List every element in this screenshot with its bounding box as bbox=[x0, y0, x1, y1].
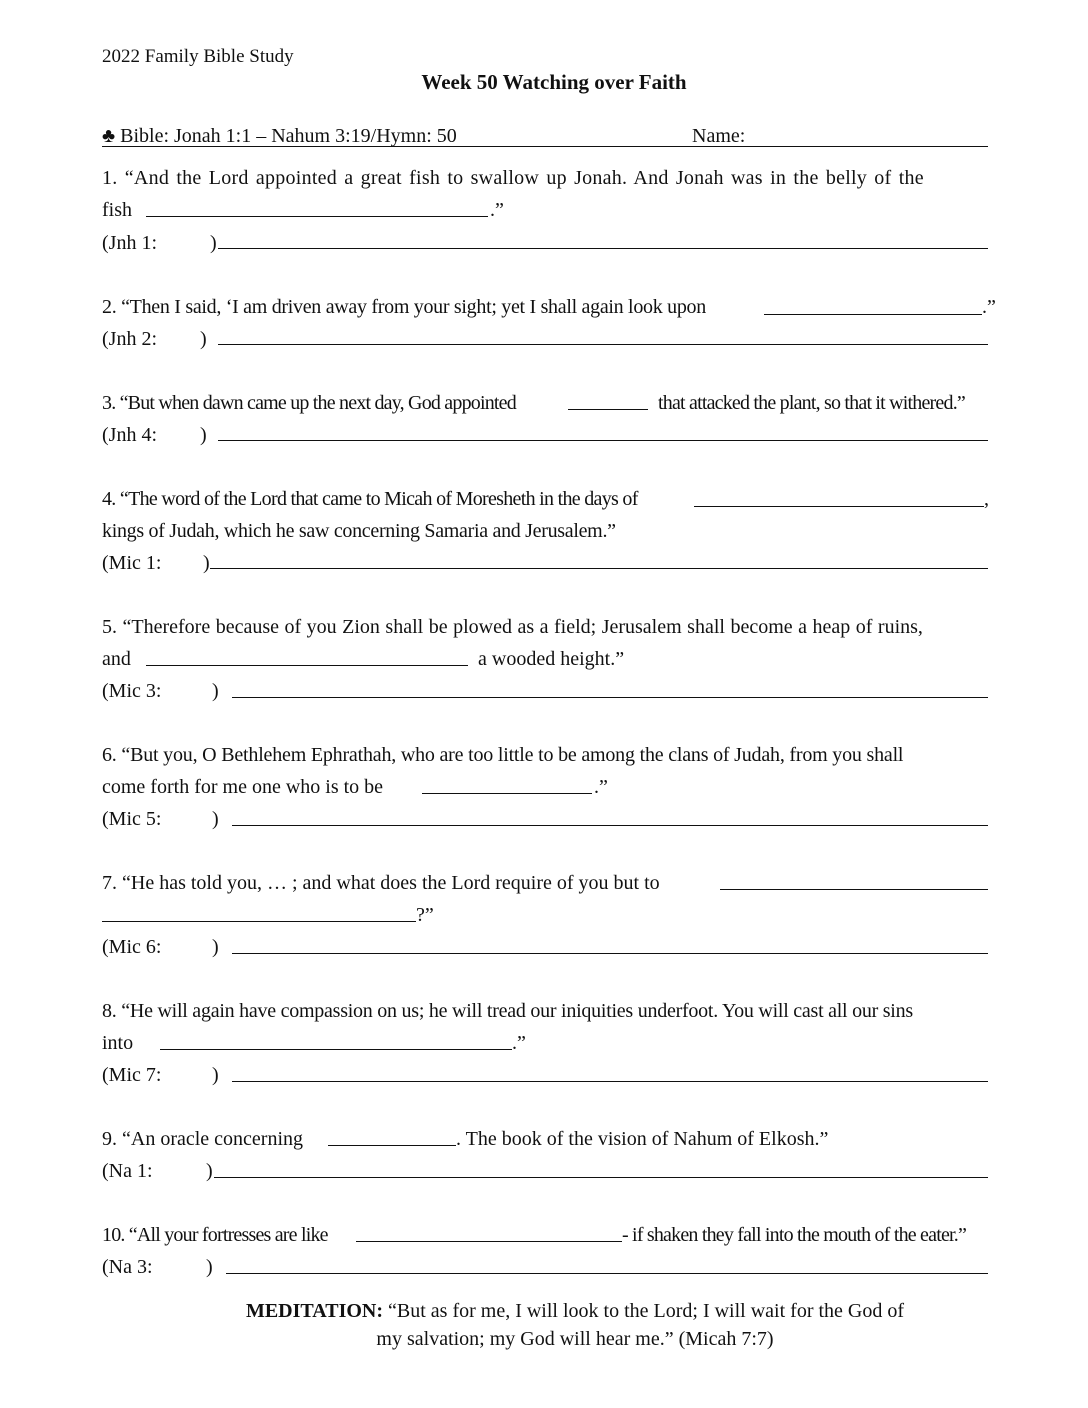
question-5-text-end: a wooded height.” bbox=[478, 648, 625, 670]
question-6-close-quote: .” bbox=[594, 776, 608, 798]
question-7-blank-a[interactable] bbox=[720, 889, 988, 890]
question-1-answer-line[interactable] bbox=[218, 248, 988, 249]
question-6-text-cont: come forth for me one who is to be bbox=[102, 776, 384, 798]
question-6-ref-close: ) bbox=[212, 808, 219, 830]
question-9-answer-line[interactable] bbox=[214, 1177, 988, 1178]
question-6-text: 6. “But you, O Bethlehem Ephrathah, who are too little to be among the clans of Judah, from you shall bbox=[102, 744, 904, 766]
question-7-ref: (Mic 6: bbox=[102, 936, 162, 958]
question-6-blank[interactable] bbox=[422, 793, 592, 794]
question-5-ref-close: ) bbox=[212, 680, 219, 702]
question-1-ref-close: ) bbox=[210, 232, 217, 254]
question-8-text: 8. “He will again have compassion on us; he will tread our iniquities underfoot. You will cast all our sins bbox=[102, 1000, 913, 1022]
question-8-answer-line[interactable] bbox=[232, 1081, 988, 1082]
meditation-text-line1: “But as for me, I will look to the Lord; I will wait for the God of bbox=[383, 1300, 905, 1322]
question-7-answer-line[interactable] bbox=[232, 953, 988, 954]
question-2-answer-line[interactable] bbox=[218, 344, 988, 345]
question-10-blank[interactable] bbox=[356, 1241, 622, 1242]
question-9-ref: (Na 1: bbox=[102, 1160, 153, 1182]
question-8-close-quote: .” bbox=[512, 1032, 526, 1054]
question-3-text-cont: that attacked the plant, so that it withered.” bbox=[658, 392, 965, 414]
question-9-text: 9. “An oracle concerning bbox=[102, 1128, 304, 1150]
question-6-ref: (Mic 5: bbox=[102, 808, 162, 830]
course-title: 2022 Family Bible Study bbox=[102, 46, 294, 67]
question-2-text: 2. “Then I said, ‘I am driven away from your sight; yet I shall again look upon bbox=[102, 296, 706, 318]
question-5-answer-line[interactable] bbox=[232, 697, 988, 698]
name-field[interactable] bbox=[752, 146, 988, 147]
question-1-text: 1. “And the Lord appointed a great fish to swallow up Jonah. And Jonah was in the belly of the bbox=[102, 167, 924, 189]
question-5-ref: (Mic 3: bbox=[102, 680, 162, 702]
question-10-ref-close: ) bbox=[206, 1256, 213, 1278]
question-4-answer-line[interactable] bbox=[210, 568, 988, 569]
question-9-ref-close: ) bbox=[206, 1160, 213, 1182]
question-5-text-cont: and bbox=[102, 648, 131, 670]
question-7-close-quote: ?” bbox=[416, 904, 434, 926]
question-3-ref-close: ) bbox=[200, 424, 207, 446]
question-1-text-cont: fish bbox=[102, 199, 132, 221]
question-4-ref-close: ) bbox=[203, 552, 210, 574]
question-10-answer-line[interactable] bbox=[226, 1273, 988, 1274]
meditation-text-line2: my salvation; my God will hear me.” (Micah 7:7) bbox=[376, 1328, 774, 1350]
question-5-blank[interactable] bbox=[146, 665, 468, 666]
question-4-ref: (Mic 1: bbox=[102, 552, 162, 574]
name-label: Name: bbox=[692, 125, 746, 147]
question-10-text: 10. “All your fortresses are like bbox=[102, 1224, 328, 1246]
question-8-text-cont: into bbox=[102, 1032, 134, 1054]
question-8-ref: (Mic 7: bbox=[102, 1064, 162, 1086]
meditation-label: MEDITATION: bbox=[245, 1300, 384, 1322]
question-7-ref-close: ) bbox=[212, 936, 219, 958]
page-title: Week 50 Watching over Faith bbox=[421, 70, 687, 94]
question-3-text: 3. “But when dawn came up the next day, God appointed bbox=[102, 392, 516, 414]
question-10-text-cont: - if shaken they fall into the mouth of the eater.” bbox=[622, 1224, 967, 1246]
question-4-text: 4. “The word of the Lord that came to Micah of Moresheth in the days of bbox=[102, 488, 638, 510]
reading-assignment: ♣ Bible: Jonah 1:1 – Nahum 3:19/Hymn: 50 bbox=[102, 125, 457, 147]
question-6-answer-line[interactable] bbox=[232, 825, 988, 826]
question-10-ref: (Na 3: bbox=[102, 1256, 153, 1278]
question-1-close-quote: .” bbox=[490, 199, 504, 221]
question-5-text: 5. “Therefore because of you Zion shall be plowed as a field; Jerusalem shall become a heap of ruins, bbox=[102, 616, 923, 638]
question-7-blank-b[interactable] bbox=[102, 921, 416, 922]
question-3-answer-line[interactable] bbox=[218, 440, 988, 441]
question-9-text-cont: . The book of the vision of Nahum of Elkosh.” bbox=[456, 1128, 829, 1150]
meditation-block bbox=[150, 1297, 1000, 1353]
question-8-ref-close: ) bbox=[212, 1064, 219, 1086]
question-2-close-quote: .” bbox=[982, 296, 996, 318]
question-2-ref-close: ) bbox=[200, 328, 207, 350]
question-1-ref: (Jnh 1: bbox=[102, 232, 157, 254]
question-3-ref: (Jnh 4: bbox=[102, 424, 157, 446]
question-9-blank[interactable] bbox=[328, 1145, 456, 1146]
question-4-comma: , bbox=[984, 488, 989, 510]
question-7-text: 7. “He has told you, … ; and what does the Lord require of you but to bbox=[102, 872, 660, 894]
question-2-blank[interactable] bbox=[764, 314, 982, 315]
question-2-ref: (Jnh 2: bbox=[102, 328, 157, 350]
question-4-blank[interactable] bbox=[694, 506, 984, 507]
question-4-text-cont: kings of Judah, which he saw concerning Samaria and Jerusalem.” bbox=[102, 520, 616, 542]
question-3-blank[interactable] bbox=[568, 409, 648, 410]
question-1-blank[interactable] bbox=[146, 216, 488, 217]
question-8-blank[interactable] bbox=[160, 1049, 512, 1050]
